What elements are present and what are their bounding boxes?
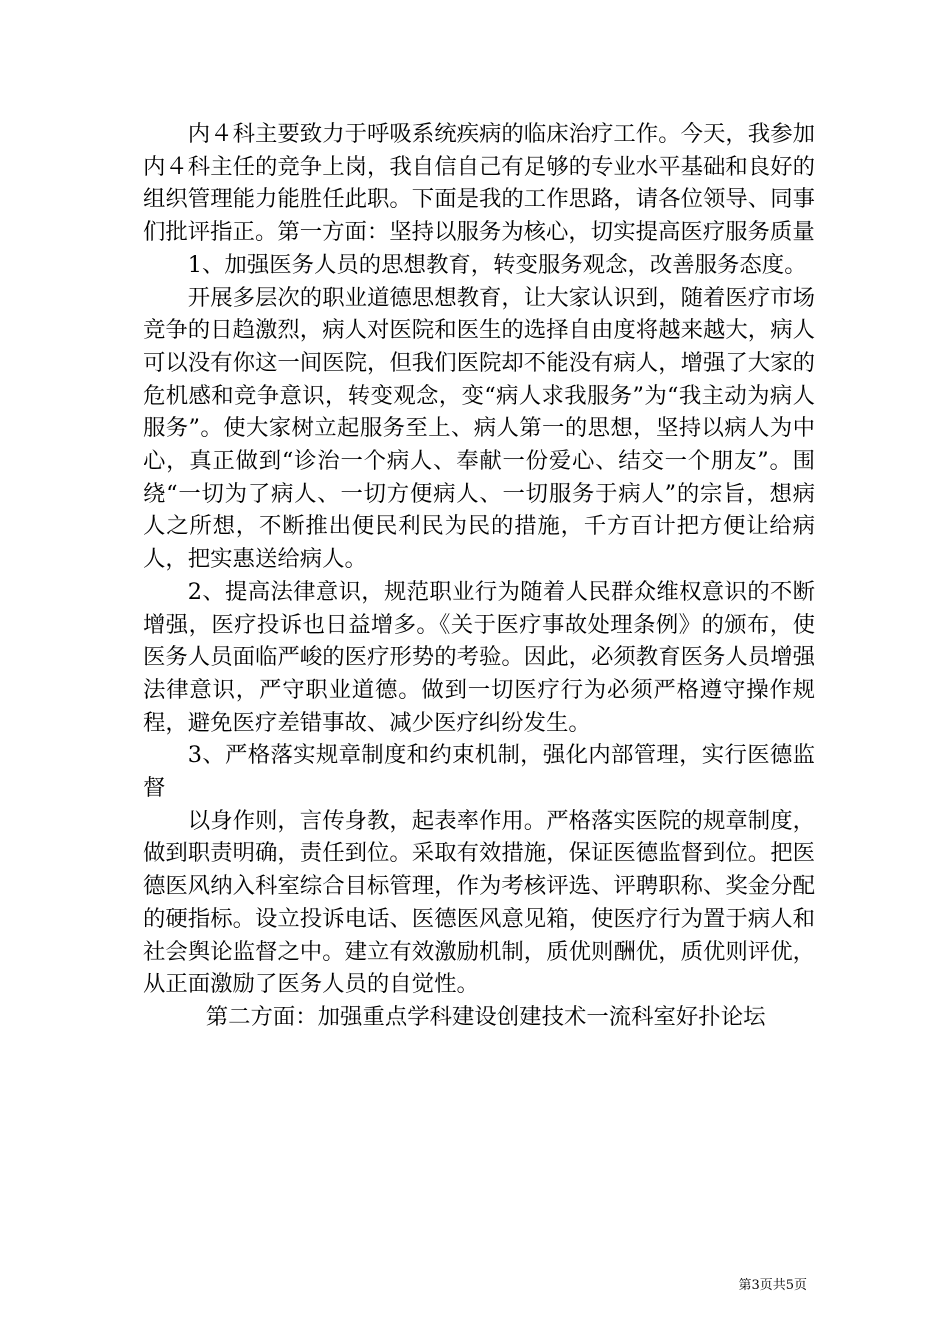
page-number-footer: 第3页共5页 xyxy=(738,1278,807,1293)
paragraph-section-2-heading: 第二方面：加强重点学科建设创建技术一流科室好扑论坛 xyxy=(205,1003,766,1030)
document-body xyxy=(143,118,815,1034)
paragraph-item-2: 2、提高法律意识，规范职业行为随着人民群众维权意识的不断增强，医疗投诉也日益增多。《关于医疗事故处理条例》的颁布，使医务人员面临严峻的医疗形势的考验。因此，必须教育医务人员增强法律意识，严守职业道德。做到一切医疗行为必须严格遵守操作规程，避免医疗差错事故、减少医疗纠纷发生。 xyxy=(143,578,815,736)
paragraph-item-3-heading: 3、严格落实规章制度和约束机制，强化内部管理，实行医德监督 xyxy=(143,742,815,802)
paragraph-item-1-body: 开展多层次的职业道德思想教育，让大家认识到，随着医疗市场竞争的日趋激烈，病人对医院和医生的选择自由度将越来越大，病人可以没有你这一间医院，但我们医院却不能没有病人，增强了大家的危机感和竞争意识，转变观念，变“病人求我服务”为“我主动为病人服务”。使大家树立起服务至上、病人第一的思想，坚持以病人为中心，真正做到“诊治一个病人、奉献一份爱心、结交一个朋友”。围绕“一切为了病人、一切方便病人、一切服务于病人”的宗旨，想病人之所想，不断推出便民利民为民的措施，千方百计把方便让给病人，把实惠送给病人。 xyxy=(143,284,815,573)
paragraph-intro: 内４科主要致力于呼吸系统疾病的临床治疗工作。今天，我参加内４科主任的竞争上岗，我自信自己有足够的专业水平基础和良好的组织管理能力能胜任此职。下面是我的工作思路，请各位领导、同事们批评指正。第一方面：坚持以服务为核心，切实提高医疗服务质量 xyxy=(143,121,815,246)
paragraph-item-1-heading: 1、加强医务人员的思想教育，转变服务观念，改善服务态度。 xyxy=(187,251,807,278)
paragraph-item-3-body: 以身作则，言传身教，起表率作用。严格落实医院的规章制度，做到职责明确，责任到位。采取有效措施，保证医德监督到位。把医德医风纳入科室综合目标管理，作为考核评选、评聘职称、奖金分配的硬指标。设立投诉电话、医德医风意见箱，使医疗行为置于病人和社会舆论监督之中。建立有效激励机制，质优则酬优，质优则评优，从正面激励了医务人员的自觉性。 xyxy=(143,807,815,998)
